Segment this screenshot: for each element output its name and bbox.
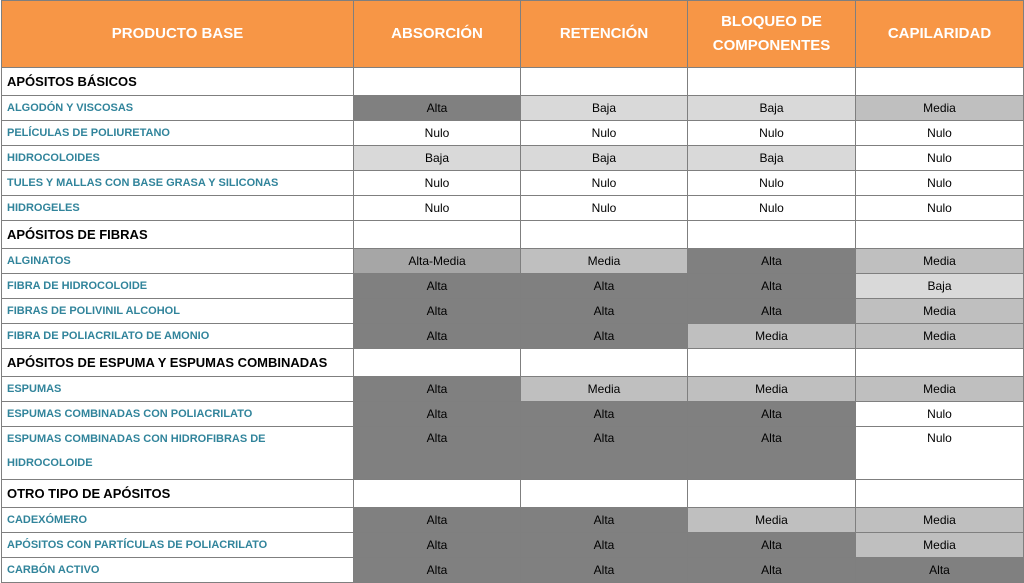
table-row [2, 377, 1024, 402]
section-empty-cell [354, 68, 521, 96]
retencion-value: Baja [521, 146, 688, 171]
section-empty-cell [688, 221, 856, 249]
table-row [2, 533, 1024, 558]
product-name: CARBÓN ACTIVO [2, 558, 354, 583]
header-row [2, 1, 1024, 68]
header-capilaridad: CAPILARIDAD [856, 1, 1024, 68]
product-name: ALGODÓN Y VISCOSAS [2, 96, 354, 121]
table-row [2, 274, 1024, 299]
bloqueo-value: Alta [688, 558, 856, 583]
bloqueo-value: Alta [688, 533, 856, 558]
bloqueo-value: Nulo [688, 171, 856, 196]
product-name: FIBRA DE POLIACRILATO DE AMONIO [2, 324, 354, 349]
product-name: APÓSITOS CON PARTÍCULAS DE POLIACRILATO [2, 533, 354, 558]
section-empty-cell [856, 349, 1024, 377]
retencion-value: Alta [521, 274, 688, 299]
section-empty-cell [688, 480, 856, 508]
retencion-value: Alta [521, 324, 688, 349]
retencion-value: Nulo [521, 196, 688, 221]
absorcion-value: Alta [354, 377, 521, 402]
bloqueo-value: Media [688, 508, 856, 533]
section-empty-cell [521, 221, 688, 249]
bloqueo-value: Alta [688, 427, 856, 480]
product-name: PELÍCULAS DE POLIURETANO [2, 121, 354, 146]
section-empty-cell [856, 221, 1024, 249]
section-empty-cell [688, 349, 856, 377]
section-empty-cell [688, 68, 856, 96]
bloqueo-value: Media [688, 377, 856, 402]
absorcion-value: Alta [354, 299, 521, 324]
retencion-value: Alta [521, 402, 688, 427]
product-name: ESPUMAS COMBINADAS CON HIDROFIBRAS DE HIDROCOLOIDE [2, 427, 354, 480]
capilaridad-value: Media [856, 96, 1024, 121]
absorcion-value: Alta-Media [354, 249, 521, 274]
retencion-value: Alta [521, 427, 688, 480]
table-row [2, 196, 1024, 221]
bloqueo-value: Alta [688, 249, 856, 274]
capilaridad-value: Nulo [856, 171, 1024, 196]
table-row [2, 146, 1024, 171]
capilaridad-value: Baja [856, 274, 1024, 299]
header-retencion: RETENCIÓN [521, 1, 688, 68]
absorcion-value: Alta [354, 427, 521, 480]
capilaridad-value: Media [856, 377, 1024, 402]
absorcion-value: Baja [354, 146, 521, 171]
bloqueo-value: Baja [688, 146, 856, 171]
table-row [2, 508, 1024, 533]
section-empty-cell [354, 221, 521, 249]
absorcion-value: Nulo [354, 196, 521, 221]
retencion-value: Alta [521, 299, 688, 324]
absorcion-value: Alta [354, 402, 521, 427]
section-title: APÓSITOS DE FIBRAS [2, 221, 354, 249]
table-row [2, 96, 1024, 121]
capilaridad-value: Media [856, 324, 1024, 349]
table-row [2, 299, 1024, 324]
capilaridad-value: Nulo [856, 196, 1024, 221]
capilaridad-value: Media [856, 299, 1024, 324]
bloqueo-value: Alta [688, 299, 856, 324]
table-row [2, 402, 1024, 427]
bloqueo-value: Alta [688, 274, 856, 299]
header-producto-base: PRODUCTO BASE [2, 1, 354, 68]
absorcion-value: Alta [354, 533, 521, 558]
bloqueo-value: Alta [688, 402, 856, 427]
section-row [2, 221, 1024, 249]
absorcion-value: Alta [354, 324, 521, 349]
absorcion-value: Alta [354, 96, 521, 121]
capilaridad-value: Nulo [856, 402, 1024, 427]
product-name: FIBRA DE HIDROCOLOIDE [2, 274, 354, 299]
table-row [2, 324, 1024, 349]
absorcion-value: Alta [354, 274, 521, 299]
product-name: FIBRAS DE POLIVINIL ALCOHOL [2, 299, 354, 324]
product-name: ESPUMAS COMBINADAS CON POLIACRILATO [2, 402, 354, 427]
dressing-properties-table [1, 0, 1024, 583]
section-title: OTRO TIPO DE APÓSITOS [2, 480, 354, 508]
retencion-value: Alta [521, 558, 688, 583]
capilaridad-value: Media [856, 533, 1024, 558]
section-row [2, 349, 1024, 377]
product-name: HIDROGELES [2, 196, 354, 221]
bloqueo-value: Media [688, 324, 856, 349]
product-name: ALGINATOS [2, 249, 354, 274]
retencion-value: Media [521, 249, 688, 274]
absorcion-value: Nulo [354, 121, 521, 146]
retencion-value: Nulo [521, 121, 688, 146]
capilaridad-value: Nulo [856, 427, 1024, 480]
retencion-value: Alta [521, 533, 688, 558]
section-row [2, 480, 1024, 508]
retencion-value: Nulo [521, 171, 688, 196]
capilaridad-value: Alta [856, 558, 1024, 583]
absorcion-value: Nulo [354, 171, 521, 196]
section-title: APÓSITOS DE ESPUMA Y ESPUMAS COMBINADAS [2, 349, 354, 377]
section-empty-cell [354, 480, 521, 508]
absorcion-value: Alta [354, 558, 521, 583]
product-name: CADEXÓMERO [2, 508, 354, 533]
retencion-value: Baja [521, 96, 688, 121]
section-empty-cell [354, 349, 521, 377]
product-name: HIDROCOLOIDES [2, 146, 354, 171]
section-empty-cell [521, 480, 688, 508]
header-absorcion: ABSORCIÓN [354, 1, 521, 68]
section-empty-cell [521, 68, 688, 96]
bloqueo-value: Nulo [688, 121, 856, 146]
product-name: TULES Y MALLAS CON BASE GRASA Y SILICONAS [2, 171, 354, 196]
capilaridad-value: Media [856, 249, 1024, 274]
table-row [2, 558, 1024, 583]
capilaridad-value: Media [856, 508, 1024, 533]
product-name: ESPUMAS [2, 377, 354, 402]
table-row [2, 427, 1024, 480]
section-empty-cell [856, 480, 1024, 508]
header-bloqueo-componentes: BLOQUEO DE COMPONENTES [688, 1, 856, 68]
table-row [2, 249, 1024, 274]
bloqueo-value: Nulo [688, 196, 856, 221]
capilaridad-value: Nulo [856, 146, 1024, 171]
absorcion-value: Alta [354, 508, 521, 533]
table-row [2, 121, 1024, 146]
table-row [2, 171, 1024, 196]
section-row [2, 68, 1024, 96]
section-empty-cell [856, 68, 1024, 96]
retencion-value: Alta [521, 508, 688, 533]
section-title: APÓSITOS BÁSICOS [2, 68, 354, 96]
retencion-value: Media [521, 377, 688, 402]
capilaridad-value: Nulo [856, 121, 1024, 146]
section-empty-cell [521, 349, 688, 377]
bloqueo-value: Baja [688, 96, 856, 121]
